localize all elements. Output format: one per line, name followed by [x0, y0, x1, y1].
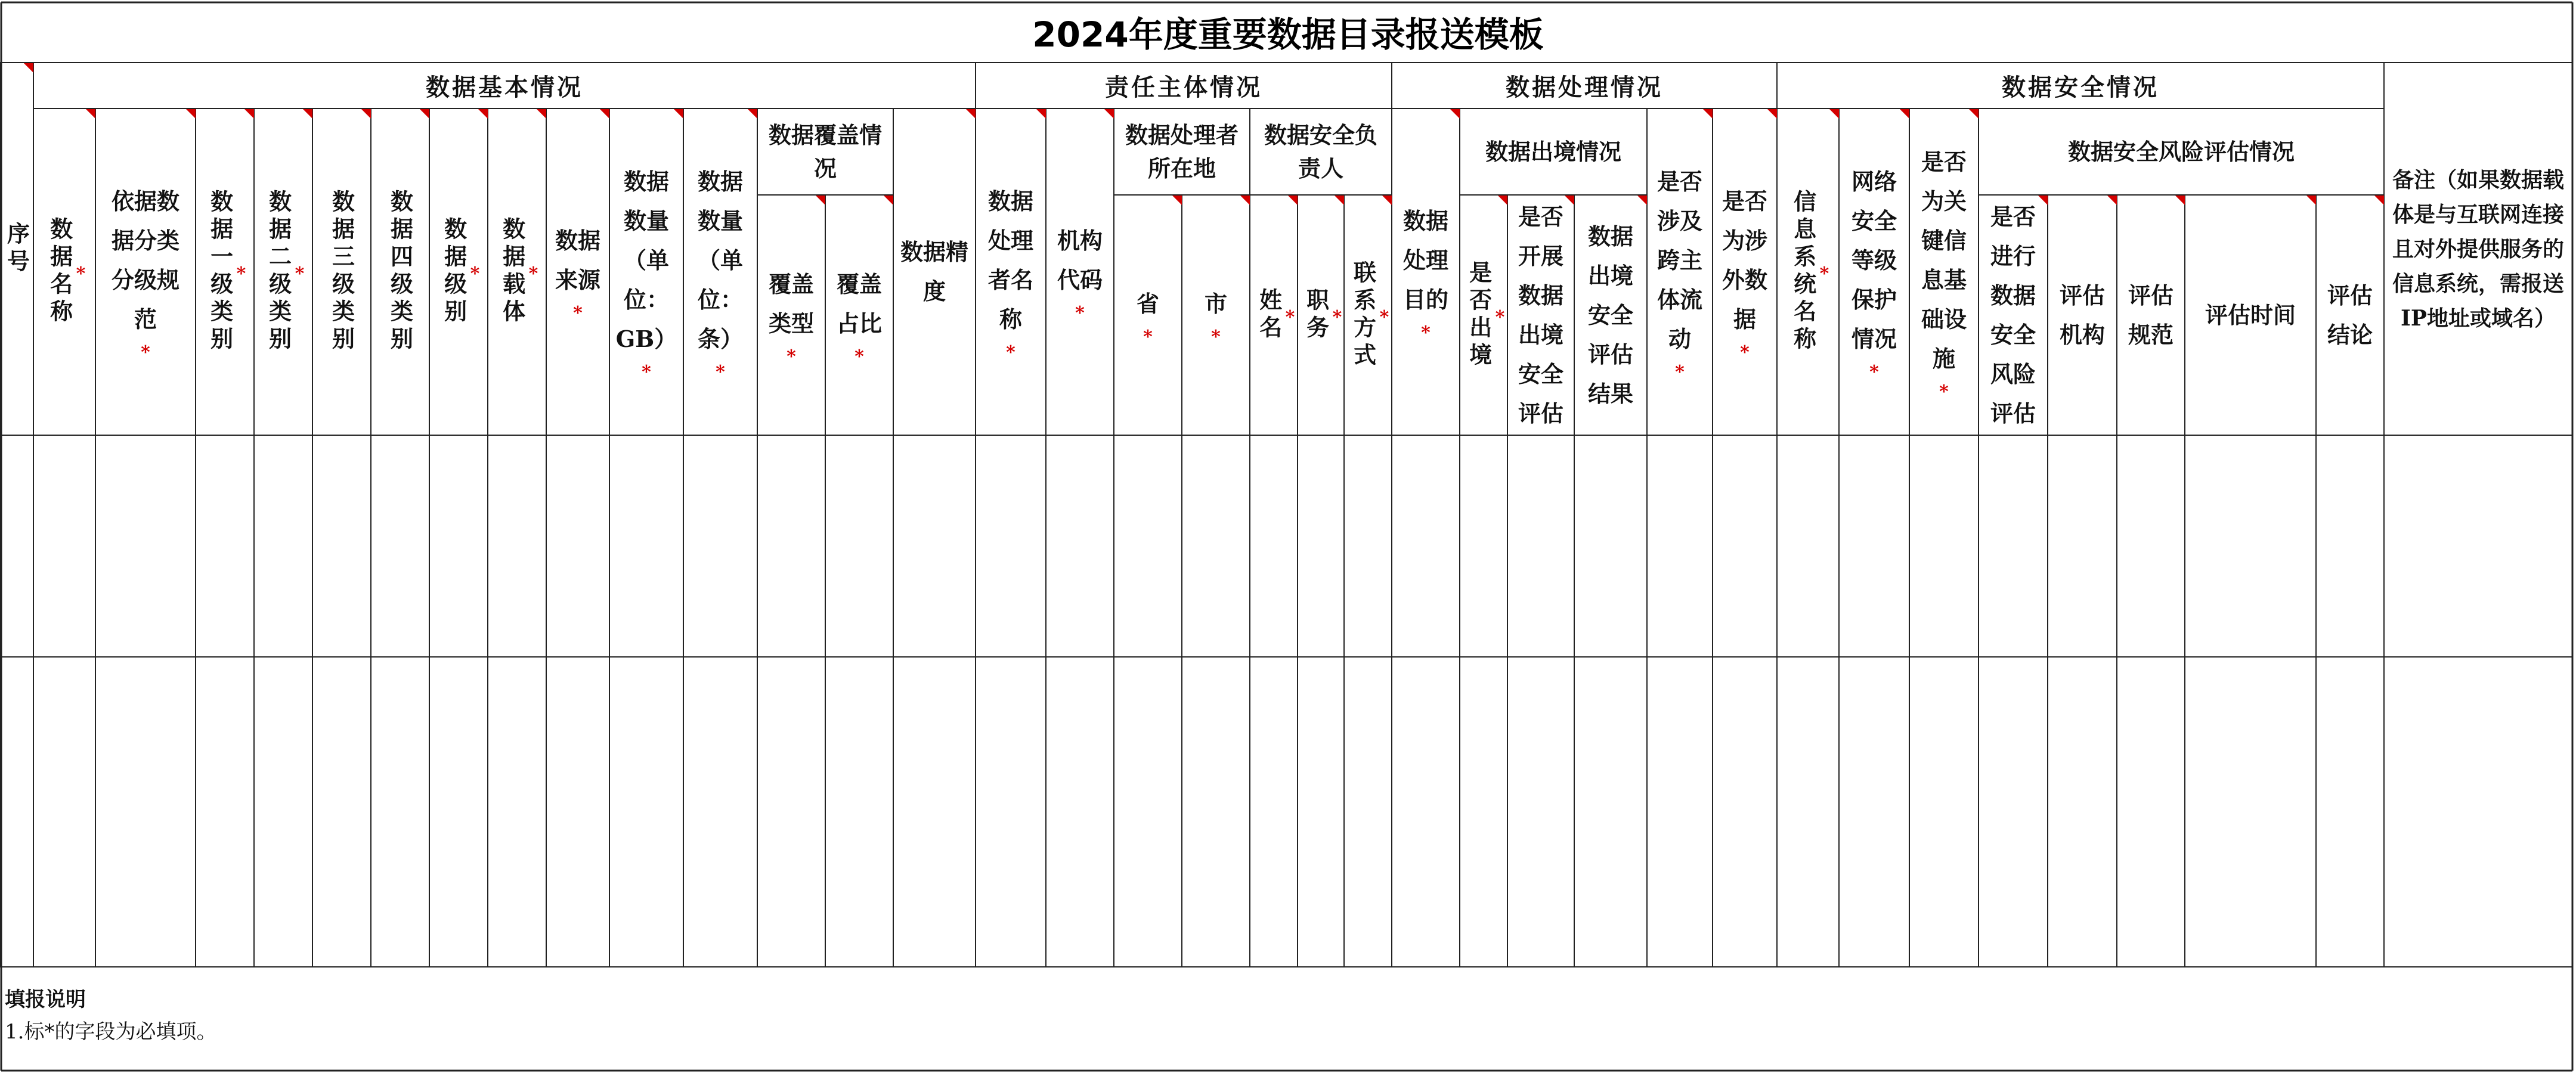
comment-marker-icon	[86, 109, 95, 119]
col-assessment-conclusion: 评估结论	[2327, 281, 2373, 348]
col-coverage-ratio: 覆盖占比 *	[836, 270, 882, 367]
comment-marker-icon	[1703, 109, 1713, 119]
table-row[interactable]	[0, 435, 2572, 657]
comment-marker-icon	[1498, 196, 1507, 205]
col-level2-category: 数据二级类别 *	[265, 190, 305, 354]
group-header-basic: 数据基本情况	[426, 73, 583, 101]
comment-marker-icon	[966, 109, 976, 119]
comment-marker-icon	[1637, 196, 1647, 205]
comment-marker-icon	[24, 63, 33, 73]
fill-instructions	[5, 984, 216, 1048]
comment-marker-icon	[361, 109, 371, 119]
comment-marker-icon	[816, 196, 825, 205]
comment-marker-icon	[1565, 196, 1574, 205]
col-risk-assessed: 是否进行数据安全风险评估	[1990, 203, 2036, 427]
subgroup-risk-assessment: 数据安全风险评估情况	[2067, 138, 2295, 165]
comment-marker-icon	[1335, 196, 1344, 205]
col-city: 市 *	[1204, 290, 1227, 348]
col-volume-gb: 数据数量（单位：GB） *	[615, 168, 677, 383]
table-row[interactable]	[0, 657, 2572, 967]
col-info-system-name: 信息系统名称 *	[1789, 190, 1829, 354]
subgroup-processor-location: 数据处理者所在地	[1125, 121, 1239, 182]
comment-marker-icon	[1900, 109, 1909, 119]
comment-marker-icon	[303, 109, 312, 119]
col-processor-name: 数据处理者名称 *	[987, 188, 1033, 363]
col-outbound-assessment-done: 是否开展数据出境安全评估	[1518, 203, 1563, 427]
col-level4-category: 数据四级类别	[386, 190, 414, 354]
col-is-cii: 是否为关键信息基础设施 *	[1921, 148, 1967, 402]
col-data-name: 数据名称 *	[46, 217, 86, 327]
comment-marker-icon	[674, 109, 683, 119]
subgroup-coverage: 数据覆盖情况	[768, 121, 882, 182]
comment-marker-icon	[1240, 196, 1250, 205]
comment-marker-icon	[1036, 109, 1046, 119]
comment-marker-icon	[1288, 196, 1298, 205]
col-classification-spec: 依据数据分类分级规范 *	[111, 188, 179, 363]
col-data-carrier: 数据载体 *	[499, 217, 538, 327]
subgroup-security-owner: 数据安全负责人	[1264, 121, 1377, 182]
col-data-precision: 数据精度	[900, 238, 969, 305]
col-assessment-spec: 评估规范	[2128, 281, 2174, 348]
comment-marker-icon	[2374, 196, 2384, 205]
comment-marker-icon	[244, 109, 254, 119]
col-data-source: 数据来源 *	[555, 227, 600, 324]
col-mlps-status: 网络安全等级保护情况 *	[1851, 168, 1897, 383]
col-assessment-time: 评估时间	[2205, 301, 2296, 328]
col-foreign-data: 是否为涉外数据 *	[1722, 188, 1767, 363]
comment-marker-icon	[1767, 109, 1777, 119]
comment-marker-icon	[1172, 196, 1182, 205]
notes-heading: 填报说明	[5, 988, 86, 1012]
comment-marker-icon	[186, 109, 196, 119]
col-level1-category: 数据一级类别 *	[206, 190, 246, 354]
comment-marker-icon	[537, 109, 546, 119]
col-owner-name: 姓名 *	[1255, 287, 1295, 343]
col-owner-contact: 联系方式 *	[1349, 260, 1389, 370]
col-outbound-assessment-result: 数据出境安全评估结果	[1587, 222, 1633, 407]
comment-marker-icon	[2107, 196, 2117, 205]
col-remarks: 备注（如果数据载体是与互联网连接且对外提供服务的信息系统，需报送IP地址或域名）	[2392, 167, 2564, 331]
subgroup-outbound: 数据出境情况	[1485, 138, 1621, 165]
comment-marker-icon	[478, 109, 488, 119]
comment-marker-icon	[420, 109, 429, 119]
col-data-level: 数据级别 *	[440, 217, 480, 327]
col-province: 省 *	[1136, 290, 1159, 348]
col-owner-title: 职务 *	[1302, 287, 1342, 343]
comment-marker-icon	[2175, 196, 2185, 205]
comment-marker-icon	[2038, 196, 2048, 205]
col-is-outbound: 是否出境 *	[1465, 260, 1505, 370]
comment-marker-icon	[884, 196, 893, 205]
col-coverage-type: 覆盖类型 *	[768, 270, 814, 367]
comment-marker-icon	[1104, 109, 1114, 119]
col-level3-category: 数据三级类别	[328, 190, 355, 354]
notes-line-1: 1.标*的字段为必填项。	[5, 1020, 217, 1044]
comment-marker-icon	[748, 109, 757, 119]
comment-marker-icon	[2306, 196, 2316, 205]
group-header-responsible: 责任主体情况	[1105, 73, 1262, 101]
page-title: 2024年度重要数据目录报送模板	[1032, 14, 1544, 55]
group-header-security: 数据安全情况	[2002, 73, 2159, 101]
col-assessor-org: 评估机构	[2059, 281, 2105, 348]
col-cross-entity-flow: 是否涉及跨主体流动 *	[1657, 168, 1702, 383]
col-org-code: 机构代码 *	[1057, 227, 1103, 324]
comment-marker-icon	[1450, 109, 1460, 119]
col-volume-records: 数据数量（单位：条） *	[697, 168, 743, 383]
col-processing-purpose: 数据处理目的 *	[1402, 207, 1448, 343]
comment-marker-icon	[1382, 196, 1392, 205]
comment-marker-icon	[1829, 109, 1839, 119]
comment-marker-icon	[1969, 109, 1979, 119]
col-seq: 序号	[3, 221, 30, 277]
group-header-processing: 数据处理情况	[1506, 73, 1663, 101]
comment-marker-icon	[600, 109, 609, 119]
